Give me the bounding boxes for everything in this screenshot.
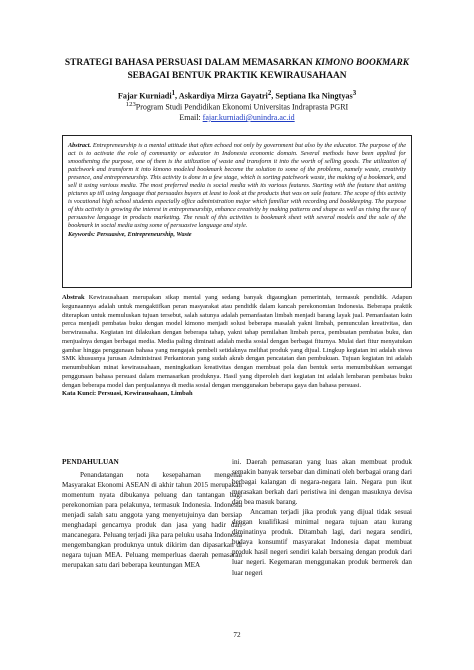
author-3-sup: 3 xyxy=(352,90,357,97)
author-1: Fajar Kurniadi xyxy=(117,91,172,101)
title-line1-prefix: STRATEGI BAHASA PERSUASI DALAM MEMASARKAN xyxy=(64,58,316,68)
keywords-values: Persuasive, Entrepreneurship, Waste xyxy=(96,230,192,238)
abstract-english-box xyxy=(62,135,412,288)
abstract-heading: Abstract. xyxy=(68,142,92,149)
left-paragraph: Penandatangan nota kesepahaman mengenai Masyarakat Ekonomi ASEAN di akhir tahun 2015 merupakan momentum nyata dibukanya peluang dan tantangan bagi perekonomian para pelakunya, termasuk Indonesia. Indonesia menjadi salah satu anggota yang menyetujuinya dan bersiap menghadapi gencarnya produk dan jasa yang hadir dari mancanegara. Peluang terjadi jika para peluku usaha Indonesia mengembangkan produknya untuk dikirim dan dipasarkan di negara tujuan MEA. Peluang memperluas daerah pemasaran merupakan satu dari beberapa keuntungan MEA xyxy=(62,471,242,570)
right-column xyxy=(232,457,412,578)
email-line xyxy=(40,113,434,123)
affiliation xyxy=(40,100,434,113)
email-link[interactable]: fajar.kurniadi@unindra.ac.id xyxy=(202,113,295,122)
section-heading: PENDAHULUAN xyxy=(62,457,119,466)
affiliation-text: Program Studi Pendidikan Ekonomi Universitas Indraprasta PGRI xyxy=(135,102,349,112)
abstrak-body: Kewirausahaan merupakan sikap mental yang sedang banyak digaungkan pemerintah, termasuk pendidik. Adapun kegunaannya adalah untuk mengaktifkan peran masyarakat atau pendidik dalam kancah perekonomian Indonesia. Beberapa praktik diterapkan untuk memuluskan tujuan tersebut, salah satunya adalah pemanfaatan limbah menjadi barang layak jual. Pemanfaatan kain perca menjadi pembatas buku dengan model kimono menjadi solusi beberapa masalah yakni limbah, pemunculan kreativitas, dan berwirausaha. Kegiatan ini dilakukan dengan beberapa tahap, yakni tahap pemilahan limbah perca, pembuatan pembatas buku, dan menjualnya dengan berbagai media. Media paling diminati adalah media sosial dengan berbagai fiturnya. Mulai dari fitur menyatukan gambar hingga penggunaan bahasa yang mengajak pembeli setidaknya melihat produk yang dijual. Lingkup kegiatan ini adalah siswa SMK khususnya jurusan Administrasi Perkantoran yang sudah akrab dengan pencatatan dan pembukuan. Tujuan kegiatan ini adalah menumbuhkan minat kewirausahaan, meningkatkan kreativitas dengan membuat pola dan bentuk serta menumbuhkan semangat penggunaan bahasa persuasi dalam memasarkan produknya. Hasil yang diperoleh dari kegiatan ini adalah lembaran pembatas buku dengan beberapa model dan penjualannya di media sosial dengan menggunakan beberapa gaya dan bahasa persuasi. xyxy=(62,294,412,389)
kata-kunci-values: Persuasi, Kewirausahaan, Limbah xyxy=(97,390,193,398)
kata-kunci-label: Kata Kunci: xyxy=(62,390,98,398)
keywords-label: Keywords: xyxy=(68,230,97,238)
title-line2: SEBAGAI BENTUK PRAKTIK KEWIRAUSAHAAN xyxy=(127,70,347,81)
left-column xyxy=(62,457,242,571)
abstrak-heading: Abstrak xyxy=(62,294,85,301)
affiliation-sup: 123 xyxy=(125,101,136,108)
page-number: 72 xyxy=(233,631,241,639)
abstract-indonesian xyxy=(62,294,412,399)
right-paragraph-1: ini. Daerah pemasaran yang luas akan membuat produk semakin banyak tersebar dan diminati oleh berbagai orang dari berbagai kalangan di negara-negara lain. Negara pun ikut merasakan berkah dari peristiwa ini dengan masuknya devisa dan bea masuk barang. xyxy=(232,458,412,507)
abstract-body: Entrepreneurship is a mental attitude that often echoed not only by government but also by the educator. The purpose of the act is to activate the role of community or educator in Indonesia economic domain. Several methods have been applied for smoothening the purpose, one of them is the utilization of waste and transform it into the worth of selling goods. The utilization of patchwork and transform it into kimono modeled bookmark become the solution to some of the problems, namely waste, creativity presence, and entrepreneurship. This activity is done in a few stage, which is sorting patchwork waste, the making of a bookmark, and sell it using various media. The most preferred media is social media with its various features. Starting with the feature that uniting pictures up till using language that persuades buyers at least to look at the products that was on sale feature. The scope of this activity is vocational high school students especially office administration major which familiar with recording and bookkeeping. The purpose of this activity is growing the interest in entrepreneurship, enhance creativity by making patterns and shape as well as rising the use of persuasive language in products marketing. The result of this activities is bookmark sheet with several models and the sale of the bookmark in social media using some of persuasive language and style. xyxy=(68,142,406,230)
author-1-sup: 1 xyxy=(171,90,176,97)
title-line1-italic: KIMONO BOOKMARK xyxy=(315,58,410,68)
email-label: Email: xyxy=(179,113,203,122)
author-2: , Askardiya Mirza Gayatri xyxy=(175,91,268,101)
author-2-sup: 2 xyxy=(267,90,272,97)
paper-title xyxy=(40,57,434,82)
author-3: , Septiana Ika Ningtyas xyxy=(271,91,353,101)
right-paragraph-2: Ancaman terjadi jika produk yang dijual tidak sesuai dengan kualifikasi minimal negara tujuan atau kurang diminatinya produk. Ditambah lagi, dari negara sendiri, budaya konsumtif masyarakat Indonesia dapat membuat produk hasil negeri sendiri kalah bersaing dengan produk dari luar negeri. Kegemaran menggunakan produk bermerek dan luar negeri xyxy=(232,508,412,577)
